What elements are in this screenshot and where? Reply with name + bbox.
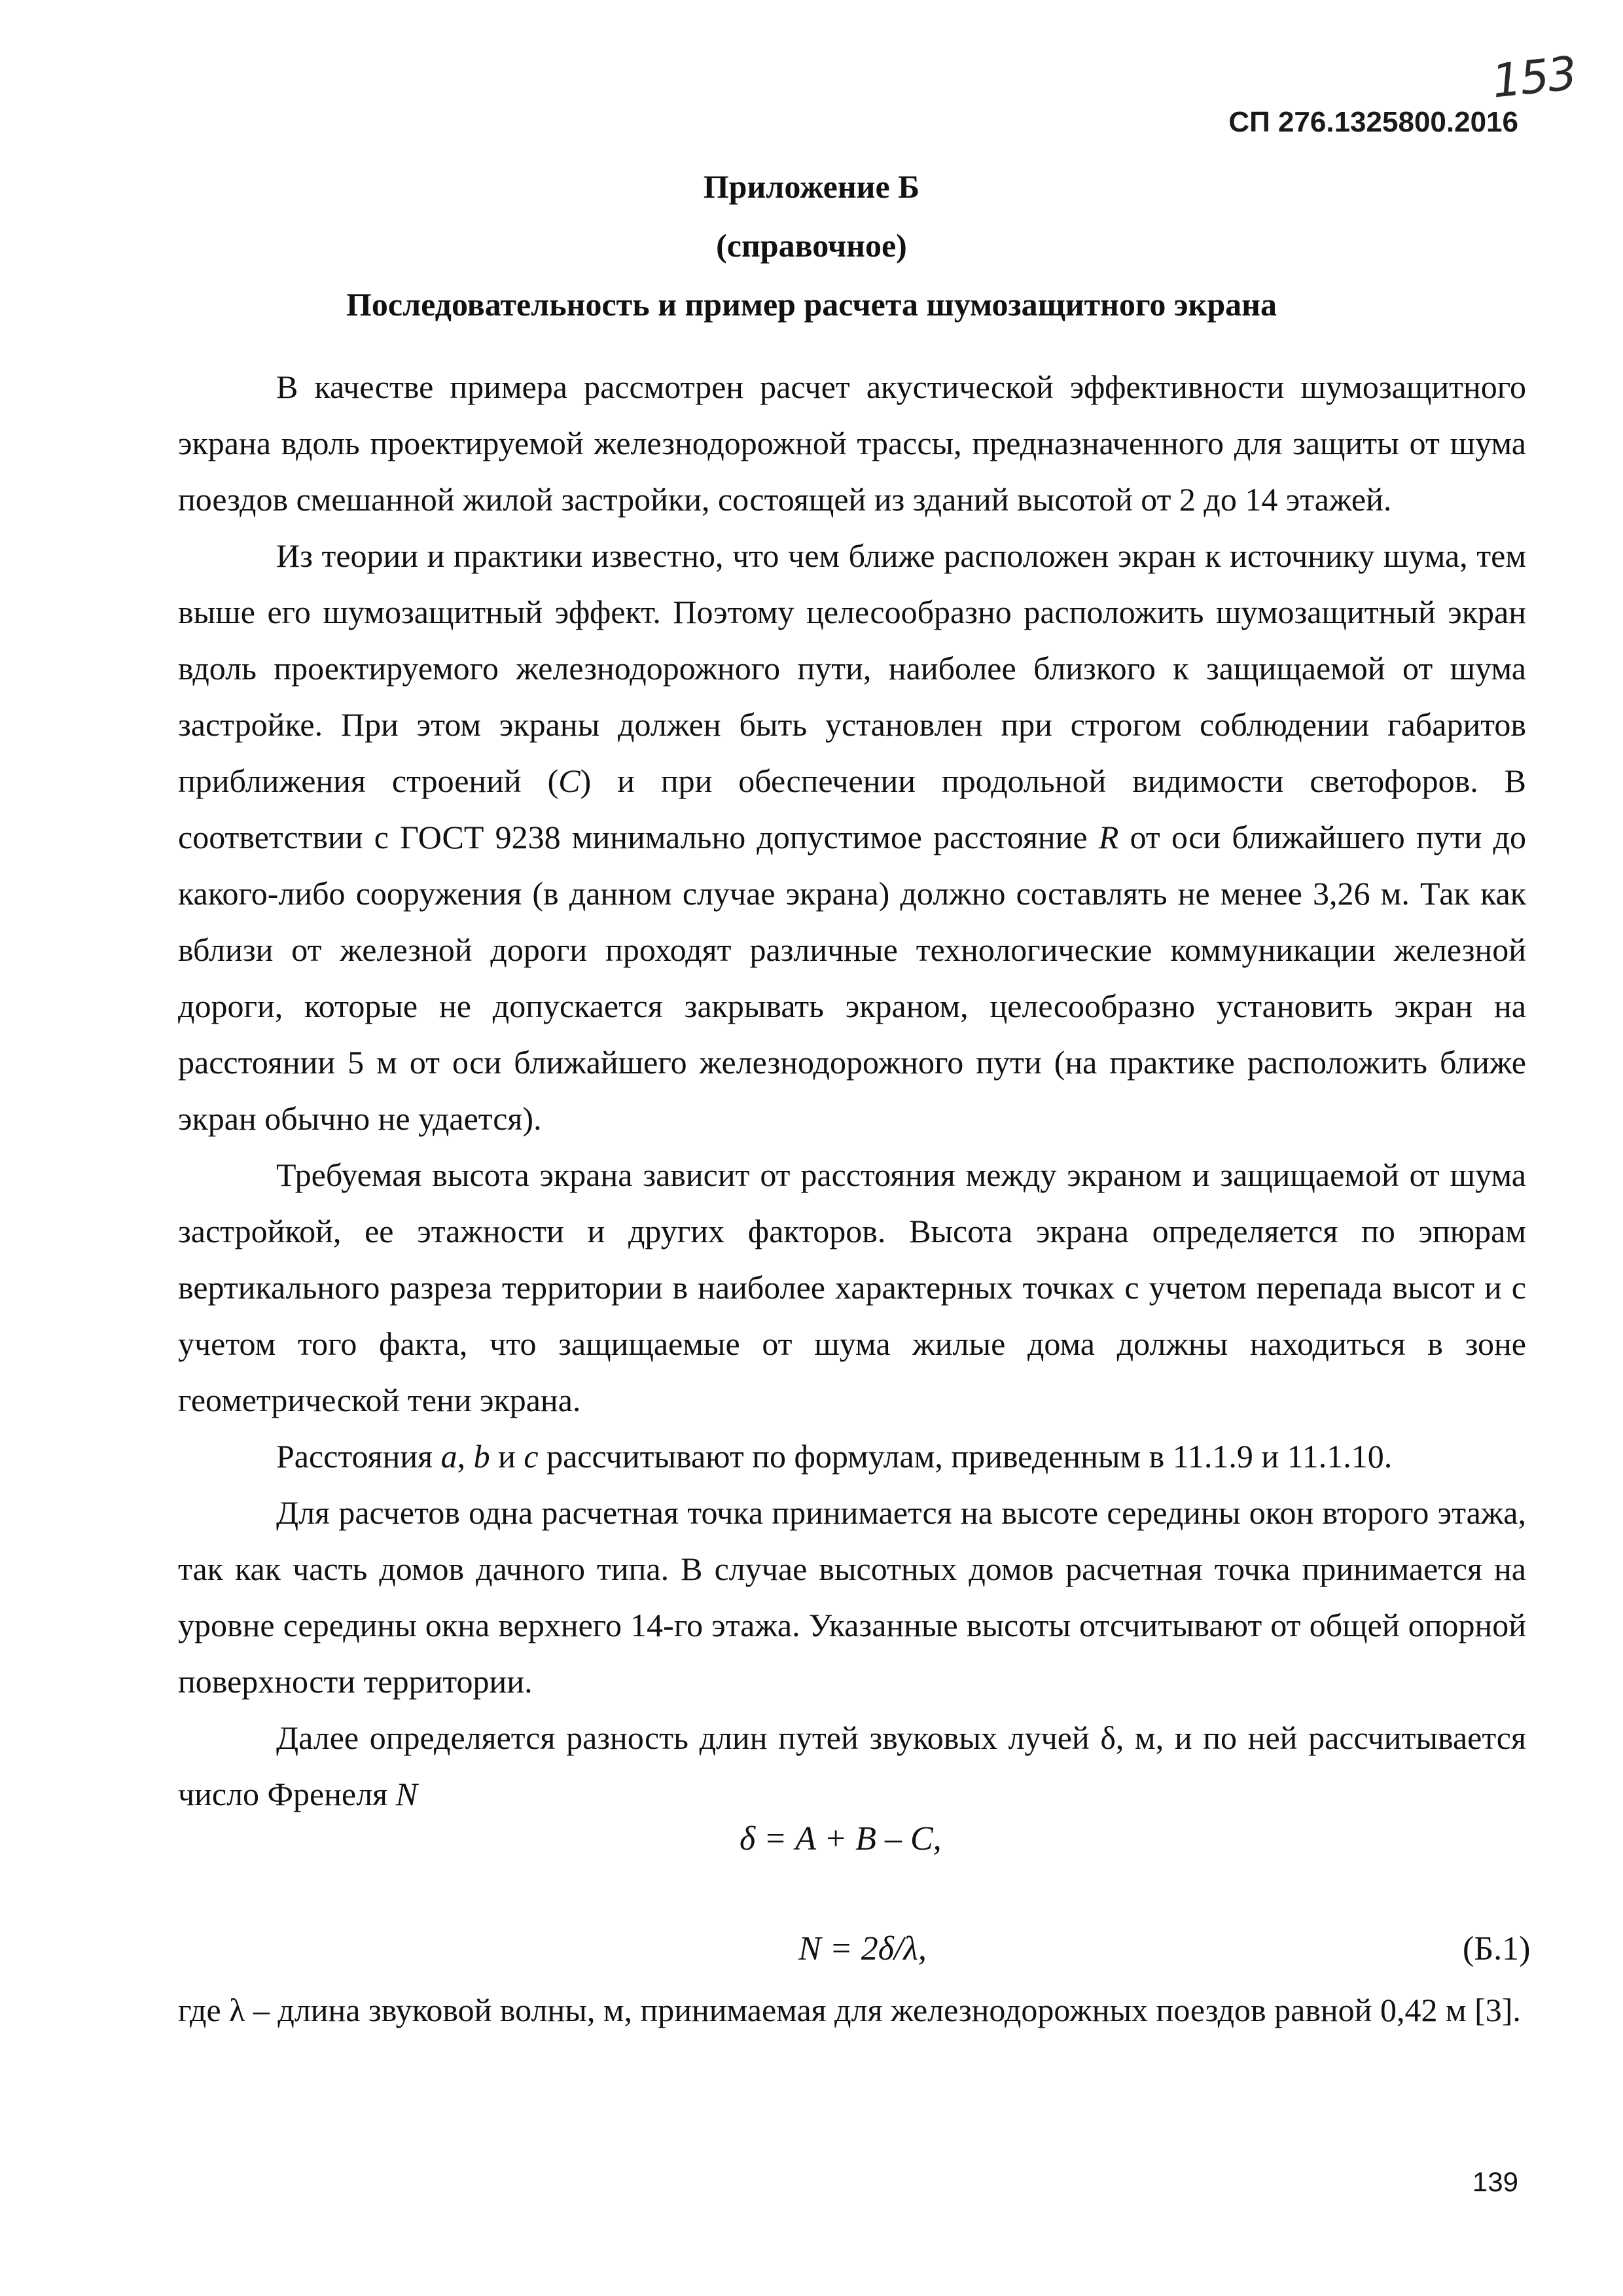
separator: , bbox=[457, 1438, 474, 1475]
paragraph-2-part-a: Из теории и практики известно, что чем ближе расположен экран к источнику шума, тем выше его шумозащитный эффект. Поэтому целесообразно расположить шумозащитный экран вдоль проектируемого железнодорожного пути, наиболее близкого к защищаемой от шума застройке. При этом экраны должен быть установлен при строгом соблюдении габаритов приближения строений ( bbox=[178, 537, 1526, 799]
paragraph-1: В качестве примера рассмотрен расчет акустической эффективности шумозащитного экрана вдоль проектируемой железнодорожной трассы, предназначенного для защиты от шума поездов смешанной жилой застройки, состоящей из зданий высотой от 2 до 14 этажей. bbox=[178, 368, 1526, 518]
variable-c: С bbox=[558, 762, 580, 799]
variable-n: N bbox=[395, 1776, 418, 1812]
page-number: 139 bbox=[1472, 2166, 1518, 2197]
formula-number: (Б.1) bbox=[1463, 1930, 1531, 1967]
appendix-status: (справочное) bbox=[716, 227, 907, 264]
paragraph-2-part-c: от оси ближайшего пути до какого-либо сооружения (в данном случае экрана) должно составлять не менее 3,26 м. Так как вблизи от железной дороги проходят различные технологические коммуникации железной дороги, которые не допускается закрывать экраном, целесообразно установить экран на расстоянии 5 м от оси ближайшего железнодорожного пути (на практике расположить ближе экран обычно не удается). bbox=[178, 819, 1526, 1137]
paragraph-4 bbox=[178, 1428, 1526, 1484]
paragraph-4-part-b: рассчитывают по формулам, приведенным в 11.1.9 и 11.1.10. bbox=[538, 1438, 1393, 1475]
variable-r: R bbox=[1098, 819, 1119, 855]
body-text bbox=[178, 359, 1526, 1822]
separator: и bbox=[490, 1438, 524, 1475]
paragraph-4-part-a: Расстояния bbox=[276, 1438, 441, 1475]
where-text: где λ – длина звуковой волны, м, принимаемая для железнодорожных поездов равной 0,42 м [3]. bbox=[178, 1992, 1521, 2028]
paragraph-6 bbox=[178, 1710, 1526, 1822]
paragraph-2 bbox=[178, 528, 1526, 1147]
paragraph-3: Требуемая высота экрана зависит от расстояния между экраном и защищаемой от шума застройкой, ее этажности и других факторов. Высота экрана определяется по эпюрам вертикального разреза территории в наиболее характерных точках с учетом перепада высот и с учетом того факта, что защищаемые от шума жилые дома должны находиться в зоне геометрической тени экрана. bbox=[178, 1157, 1526, 1418]
paragraph-5: Для расчетов одна расчетная точка принимается на высоте середины окон второго этажа, так как часть домов дачного типа. В случае высотных домов расчетная точка принимается на уровне середины окна верхнего 14-го этажа. Указанные высоты отсчитывают от общей опорной поверхности территории. bbox=[178, 1494, 1526, 1700]
handwritten-page-number: 153 bbox=[1489, 46, 1578, 109]
appendix-heading: Последовательность и пример расчета шумозащитного экрана bbox=[346, 286, 1277, 323]
appendix-title: Приложение Б bbox=[703, 168, 920, 205]
document-code: СП 276.1325800.2016 bbox=[1228, 106, 1518, 138]
title-block bbox=[0, 157, 1623, 334]
where-block bbox=[178, 1982, 1526, 2038]
variable-c-lower: с bbox=[524, 1438, 539, 1475]
paragraph-6-part-a: Далее определяется разность длин путей звуковых лучей δ, м, и по ней рассчитывается число Френеля bbox=[178, 1719, 1526, 1812]
paragraph-2-part-b: ) и при обеспечении продольной видимости светофоров. В соответствии с ГОСТ 9238 минимально допустимое расстояние bbox=[178, 762, 1526, 855]
formula-delta: δ = A + B – C, bbox=[740, 1820, 942, 1857]
variable-a: а bbox=[440, 1438, 457, 1475]
formula-fresnel: N = 2δ/λ, bbox=[798, 1930, 927, 1967]
variable-b: b bbox=[473, 1438, 490, 1475]
